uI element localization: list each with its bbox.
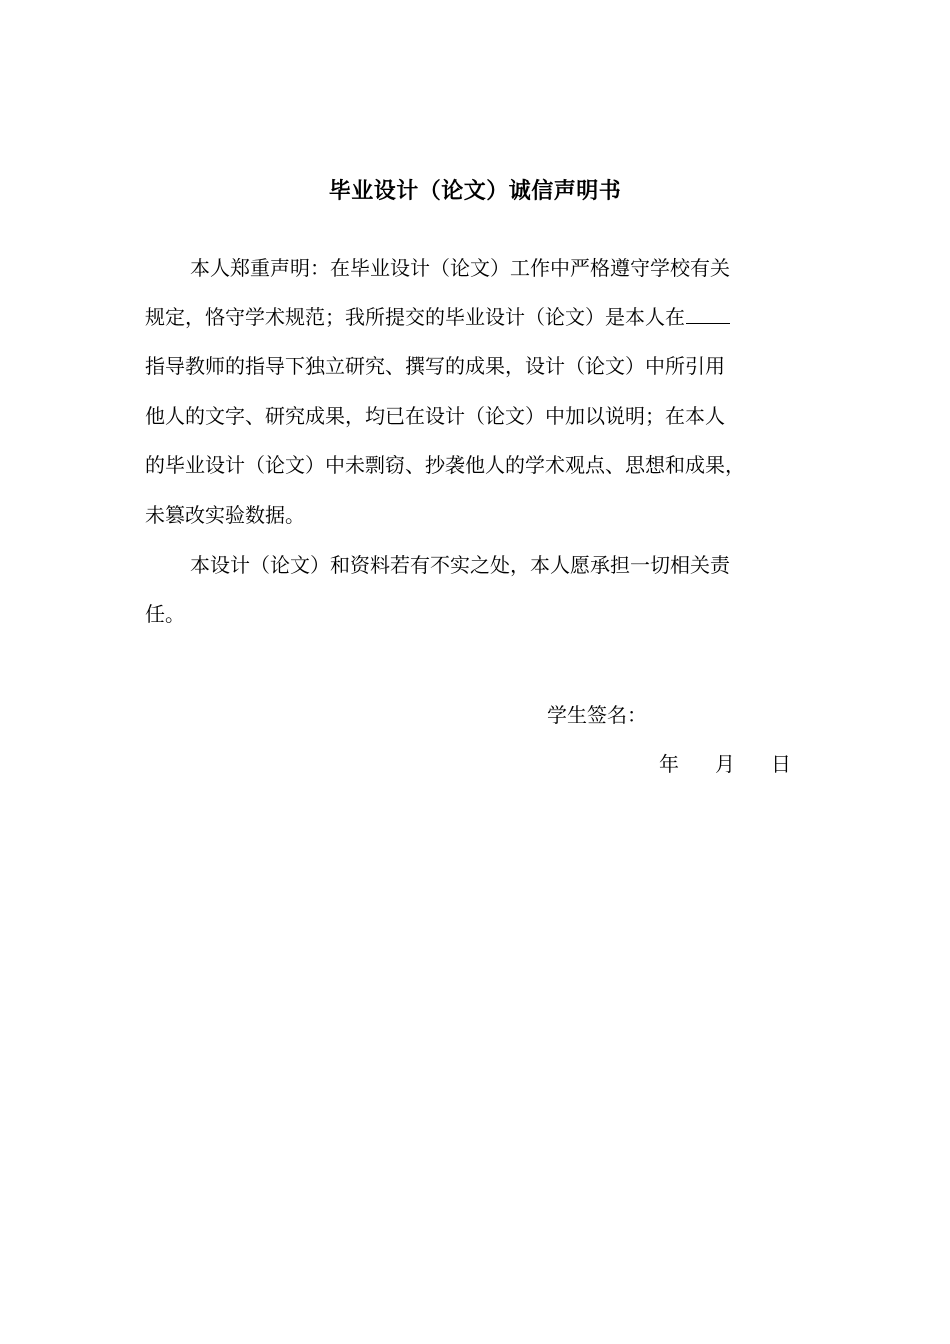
paragraph-2-line-2: 任。 — [145, 602, 185, 626]
paragraph-1-line-2-text: 规定，恪守学术规范；我所提交的毕业设计（论文）是本人在 — [145, 305, 685, 329]
date-day-label: 日 — [771, 752, 791, 776]
paragraph-1-line-1: 本人郑重声明：在毕业设计（论文）工作中严格遵守学校有关 — [190, 256, 730, 280]
date-month-label: 月 — [715, 752, 735, 776]
supervisor-name-blank — [686, 303, 730, 324]
paragraph-1-line-6: 未篡改实验数据。 — [145, 503, 305, 527]
paragraph-1-line-4: 他人的文字、研究成果，均已在设计（论文）中加以说明；在本人 — [145, 404, 725, 428]
paragraph-1-line-3: 指导教师的指导下独立研究、撰写的成果，设计（论文）中所引用 — [145, 354, 725, 378]
student-signature-label: 学生签名： — [547, 703, 647, 727]
date-year-label: 年 — [659, 752, 679, 776]
paragraph-1-line-5: 的毕业设计（论文）中未剽窃、抄袭他人的学术观点、思想和成果， — [145, 453, 745, 477]
page-title: 毕业设计（论文）诚信声明书 — [328, 179, 622, 204]
paragraph-1-line-2 — [145, 302, 825, 332]
paragraph-2-line-1: 本设计（论文）和资料若有不实之处，本人愿承担一切相关责 — [190, 553, 730, 577]
